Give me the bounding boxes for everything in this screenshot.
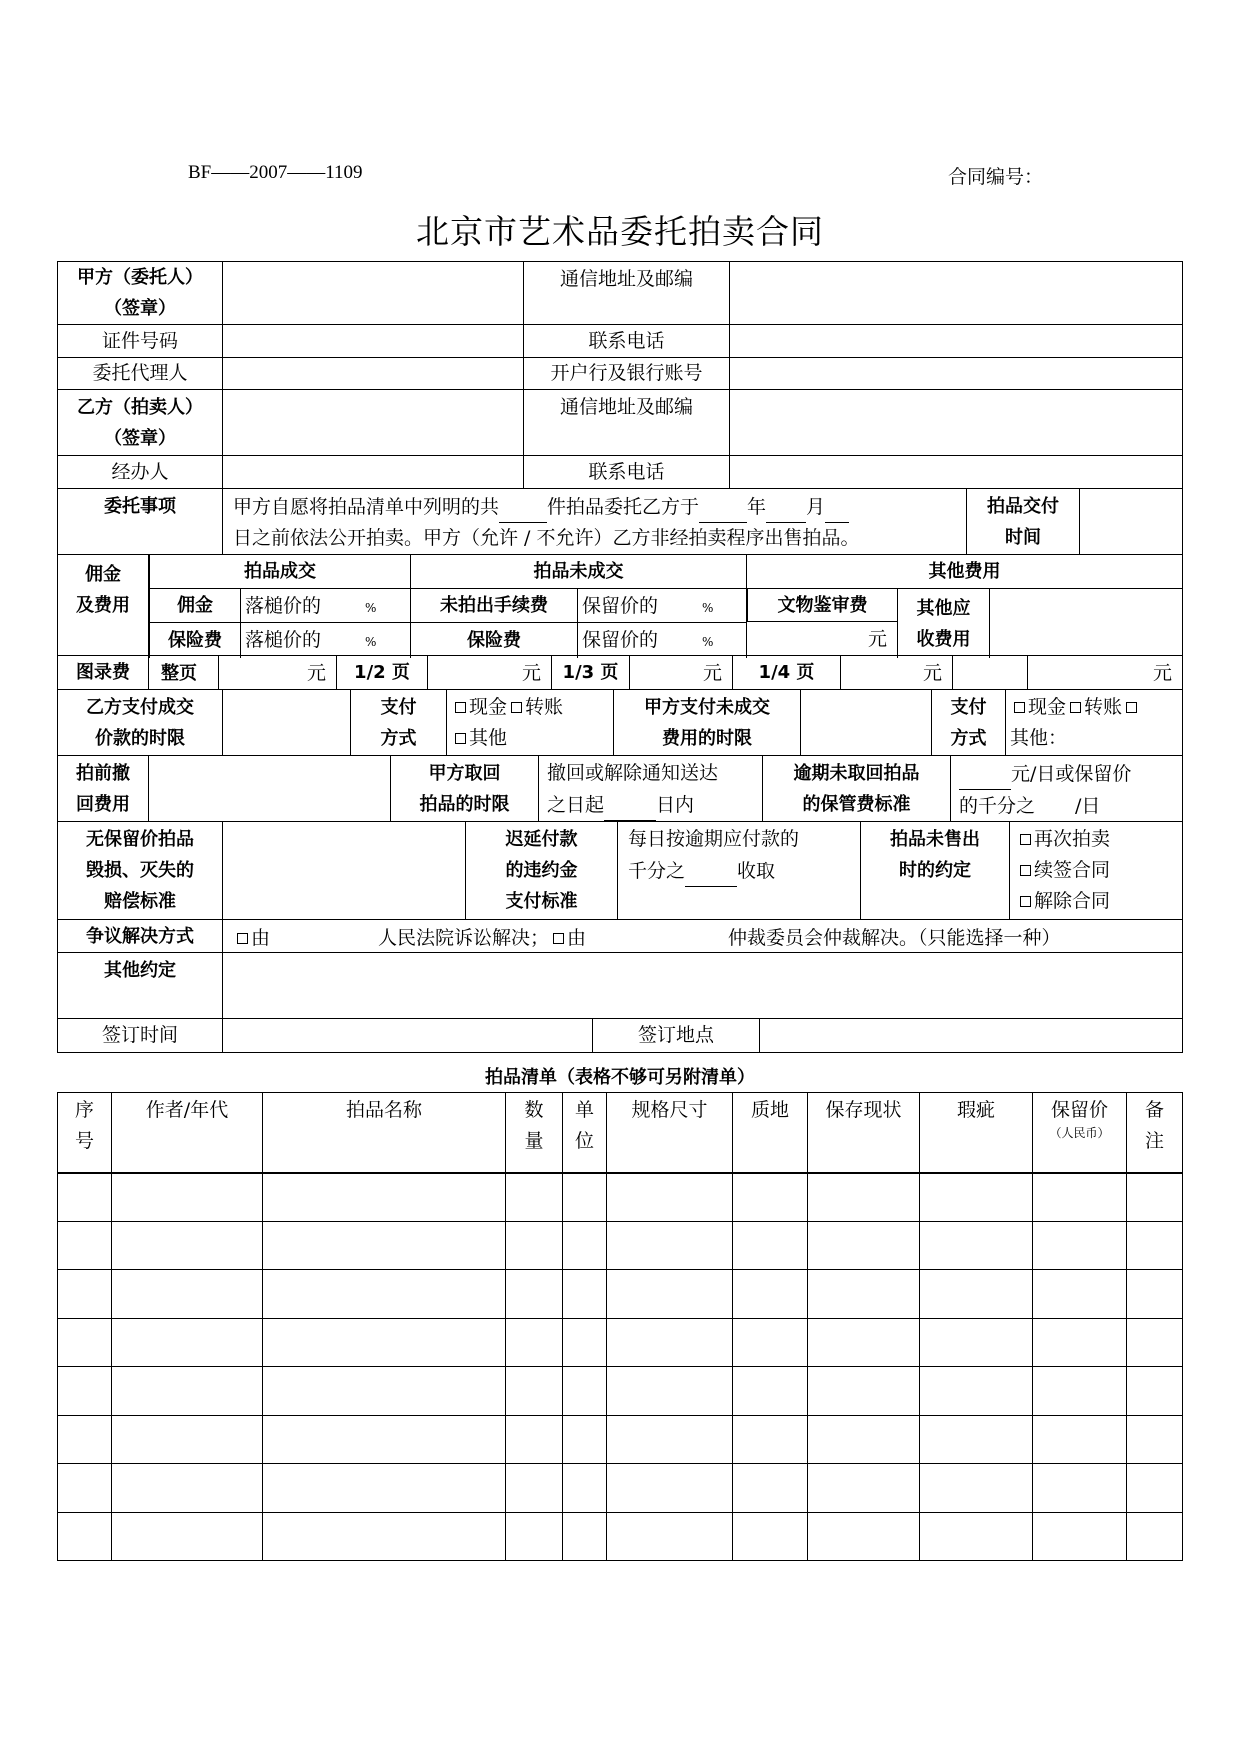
cell-condition[interactable] [808, 1513, 920, 1561]
header-note: 备 注 [1127, 1093, 1183, 1172]
pre-withdraw-fee-label: 拍前撤 回费用 [57, 756, 149, 821]
insurance-pct-field[interactable]: 落槌价的 % [241, 623, 411, 658]
dispute-label: 争议解决方式 [57, 920, 223, 952]
quarter-page-price[interactable]: 元 [841, 656, 953, 689]
cell-name[interactable] [263, 1367, 506, 1415]
transfer-checkbox-a[interactable] [1070, 702, 1081, 713]
other-terms-label: 其他约定 [57, 953, 223, 1018]
sold-header: 拍品成交 [149, 555, 411, 588]
a-payment-method-options: 现金 转账 其他： [1006, 690, 1183, 755]
table-row [57, 1222, 1183, 1271]
cell-qty[interactable] [506, 1416, 563, 1464]
cell-author[interactable] [112, 1367, 263, 1415]
cell-size[interactable] [607, 1270, 733, 1318]
cell-qty[interactable] [506, 1319, 563, 1367]
id-number-field[interactable] [223, 325, 524, 357]
cell-flaw[interactable] [920, 1367, 1033, 1415]
transfer-checkbox[interactable] [511, 702, 522, 713]
day-blank[interactable] [825, 491, 849, 523]
cell-condition[interactable] [808, 1367, 920, 1415]
handler-field[interactable] [223, 456, 524, 488]
storage-permille-blank[interactable] [1035, 790, 1075, 821]
appraisal-fee-label: 文物鉴审费 [747, 589, 897, 622]
table-row [57, 1319, 1183, 1368]
retrieve-deadline-text: 撤回或解除通知送达 之日起 日内 [539, 756, 763, 821]
late-permille-blank[interactable] [685, 855, 737, 887]
cell-condition[interactable] [808, 1222, 920, 1270]
party-b-phone-label: 联系电话 [524, 456, 730, 488]
other-receivable-label: 其他应 收费用 [898, 589, 990, 658]
commission-label: 佣金 [149, 589, 241, 622]
item-list-header-row [57, 1092, 1183, 1173]
cell-material[interactable] [733, 1416, 808, 1464]
party-b-row [57, 390, 1183, 456]
header-qty: 数 量 [506, 1093, 563, 1172]
cell-reserve[interactable] [1033, 1416, 1127, 1464]
cell-note[interactable] [1127, 1464, 1183, 1512]
cell-name[interactable] [263, 1174, 506, 1221]
cell-flaw[interactable] [920, 1270, 1033, 1318]
full-page-price[interactable]: 元 [219, 656, 337, 689]
third-page-label: 1/3 页 [552, 656, 630, 689]
catalog-label: 图录费 [57, 656, 149, 689]
cell-author[interactable] [112, 1416, 263, 1464]
court-checkbox[interactable] [237, 933, 248, 944]
cell-qty[interactable] [506, 1222, 563, 1270]
cell-material[interactable] [733, 1367, 808, 1415]
cell-note[interactable] [1127, 1319, 1183, 1367]
party-a-id-row [57, 325, 1183, 358]
cell-flaw[interactable] [920, 1416, 1033, 1464]
reauction-checkbox[interactable] [1020, 834, 1031, 845]
year-blank[interactable] [699, 491, 747, 523]
cell-author[interactable] [112, 1464, 263, 1512]
fees-row [57, 555, 1183, 656]
cell-unit[interactable] [563, 1319, 607, 1367]
cell-name[interactable] [263, 1513, 506, 1561]
cell-qty[interactable] [506, 1174, 563, 1221]
cell-reserve[interactable] [1033, 1222, 1127, 1270]
cell-note[interactable] [1127, 1416, 1183, 1464]
cell-seq[interactable] [57, 1319, 112, 1367]
party-b-phone-field[interactable] [730, 456, 1183, 488]
cell-author[interactable] [112, 1174, 263, 1221]
unsold-header: 拍品未成交 [411, 555, 747, 588]
half-page-price[interactable]: 元 [428, 656, 552, 689]
party-b-address-label: 通信地址及邮编 [524, 390, 730, 455]
header-size: 规格尺寸 [607, 1093, 733, 1172]
cell-unit[interactable] [563, 1367, 607, 1415]
cell-name[interactable] [263, 1222, 506, 1270]
cell-seq[interactable] [57, 1416, 112, 1464]
cell-size[interactable] [607, 1513, 733, 1561]
sign-row [57, 1019, 1183, 1053]
cell-qty[interactable] [506, 1513, 563, 1561]
cell-condition[interactable] [808, 1270, 920, 1318]
cell-condition[interactable] [808, 1416, 920, 1464]
entrust-label: 委托事项 [57, 489, 223, 554]
other-terms-row [57, 953, 1183, 1019]
other-terms-field[interactable] [223, 953, 1183, 1018]
sign-time-label: 签订时间 [57, 1019, 223, 1052]
cell-name[interactable] [263, 1319, 506, 1367]
cell-material[interactable] [733, 1513, 808, 1561]
header-reserve: 保留价 （人民币） [1033, 1093, 1127, 1172]
other-receivable-field[interactable] [990, 589, 1182, 658]
cell-reserve[interactable] [1033, 1513, 1127, 1561]
cell-seq[interactable] [57, 1270, 112, 1318]
unsold-insurance-pct-field[interactable]: 保留价的 % [578, 623, 747, 658]
party-a-name-field[interactable] [223, 262, 524, 324]
a-payment-deadline-field[interactable] [801, 690, 932, 755]
cell-flaw[interactable] [920, 1222, 1033, 1270]
cell-note[interactable] [1127, 1270, 1183, 1318]
unsold-options: 再次拍卖 续签合同 解除合同 [1010, 822, 1183, 919]
cell-material[interactable] [733, 1319, 808, 1367]
table-row [57, 1416, 1183, 1465]
party-a-label: 甲方（委托人） （签章） [57, 262, 223, 324]
delivery-time-field[interactable] [1080, 489, 1183, 554]
cell-author[interactable] [112, 1319, 263, 1367]
cell-unit[interactable] [563, 1513, 607, 1561]
month-blank[interactable] [766, 491, 806, 523]
header-name: 拍品名称 [263, 1093, 506, 1172]
handler-row [57, 456, 1183, 489]
dispute-row [57, 920, 1183, 953]
id-number-label: 证件号码 [57, 325, 223, 357]
extra-page-price[interactable]: 元 [1028, 656, 1183, 689]
cell-material[interactable] [733, 1174, 808, 1221]
cell-unit[interactable] [563, 1222, 607, 1270]
bank-account-label: 开户行及银行账号 [524, 358, 730, 389]
bank-account-field[interactable] [730, 358, 1183, 389]
a-payment-deadline-label: 甲方支付未成交 费用的时限 [614, 690, 801, 755]
third-page-price[interactable]: 元 [630, 656, 733, 689]
cell-size[interactable] [607, 1416, 733, 1464]
late-payment-text: 每日按逾期应付款的 千分之 收取 [618, 822, 861, 919]
cell-size[interactable] [607, 1319, 733, 1367]
sign-place-field[interactable] [760, 1019, 1183, 1052]
overdue-storage-text: 元/日或保留价 的千分之 /日 [951, 756, 1183, 821]
header-material: 质地 [733, 1093, 808, 1172]
cell-seq[interactable] [57, 1367, 112, 1415]
sign-place-label: 签订地点 [593, 1019, 760, 1052]
cell-unit[interactable] [563, 1174, 607, 1221]
cell-seq[interactable] [57, 1174, 112, 1221]
cell-note[interactable] [1127, 1513, 1183, 1561]
unsold-agreement-label: 拍品未售出 时的约定 [861, 822, 1010, 919]
cell-name[interactable] [263, 1416, 506, 1464]
cell-size[interactable] [607, 1174, 733, 1221]
party-a-phone-field[interactable] [730, 325, 1183, 357]
pre-withdraw-fee-field[interactable] [149, 756, 391, 821]
cell-author[interactable] [112, 1513, 263, 1561]
arbitration-name-blank[interactable] [586, 922, 728, 952]
cell-reserve[interactable] [1033, 1367, 1127, 1415]
unsold-insurance-label: 保险费 [411, 623, 578, 658]
storage-fee-blank[interactable] [959, 758, 1011, 790]
party-a-address-label: 通信地址及邮编 [524, 262, 730, 324]
appraisal-fee-field[interactable]: 元 [867, 628, 887, 650]
cell-unit[interactable] [563, 1464, 607, 1512]
cell-condition[interactable] [808, 1319, 920, 1367]
form-code: BF——2007——1109 [188, 162, 363, 183]
a-payment-method-label: 支付 方式 [932, 690, 1006, 755]
half-page-label: 1/2 页 [337, 656, 428, 689]
cash-checkbox-a[interactable] [1014, 702, 1025, 713]
contract-table [57, 261, 1183, 1053]
cell-material[interactable] [733, 1222, 808, 1270]
retrieve-deadline-label: 甲方取回 拍品的时限 [391, 756, 539, 821]
damage-row [57, 822, 1183, 920]
unsold-fee-pct-field[interactable]: 保留价的 % [578, 589, 747, 622]
header-author: 作者/年代 [112, 1093, 263, 1172]
delivery-time-label: 拍品交付 时间 [967, 489, 1080, 554]
party-b-address-field[interactable] [730, 390, 1183, 455]
b-payment-deadline-label: 乙方支付成交 价款的时限 [57, 690, 223, 755]
cell-size[interactable] [607, 1464, 733, 1512]
cell-seq[interactable] [57, 1513, 112, 1561]
cell-qty[interactable] [506, 1367, 563, 1415]
table-row [57, 1464, 1183, 1513]
b-payment-deadline-field[interactable] [223, 690, 351, 755]
cell-qty[interactable] [506, 1270, 563, 1318]
unsold-fee-label: 未拍出手续费 [411, 589, 578, 622]
cell-reserve[interactable] [1033, 1464, 1127, 1512]
header-condition: 保存现状 [808, 1093, 920, 1172]
cell-qty[interactable] [506, 1464, 563, 1512]
commission-pct-field[interactable]: 落槌价的 % [241, 589, 411, 622]
party-b-label: 乙方（拍卖人） （签章） [57, 390, 223, 455]
other-fees-header: 其他费用 [928, 561, 1001, 582]
cell-seq[interactable] [57, 1464, 112, 1512]
dispute-options: 由 人民法院诉讼解决； 由 仲裁委员会仲裁解决。（只能选择一种） [223, 920, 1183, 952]
page-title: 北京市艺术品委托拍卖合同 [416, 212, 824, 251]
header-flaw: 瑕疵 [920, 1093, 1033, 1172]
item-list-title: 拍品清单（表格不够可另附清单） [485, 1067, 755, 1088]
cell-material[interactable] [733, 1464, 808, 1512]
header-unit: 单 位 [563, 1093, 607, 1172]
cell-seq[interactable] [57, 1222, 112, 1270]
cell-unit[interactable] [563, 1270, 607, 1318]
cell-author[interactable] [112, 1270, 263, 1318]
terminate-contract-checkbox[interactable] [1020, 896, 1031, 907]
table-row [57, 1513, 1183, 1562]
renew-contract-checkbox[interactable] [1020, 865, 1031, 876]
no-reserve-compensation-label: 无保留价拍品 毁损、灭失的 赔偿标准 [57, 822, 223, 919]
full-page-label: 整页 [149, 656, 219, 689]
overdue-storage-label: 逾期未取回拍品 的保管费标准 [763, 756, 951, 821]
cell-size[interactable] [607, 1222, 733, 1270]
late-payment-label: 迟延付款 的违约金 支付标准 [466, 822, 618, 919]
agent-label: 委托代理人 [57, 358, 223, 389]
table-row [57, 1270, 1183, 1319]
retrieve-days-blank[interactable] [604, 789, 656, 821]
cell-note[interactable] [1127, 1367, 1183, 1415]
b-payment-method-label: 支付 方式 [351, 690, 447, 755]
cell-note[interactable] [1127, 1174, 1183, 1221]
insurance-label: 保险费 [149, 623, 241, 658]
cell-material[interactable] [733, 1270, 808, 1318]
cell-name[interactable] [263, 1464, 506, 1512]
cell-unit[interactable] [563, 1416, 607, 1464]
entrust-text: 甲方自愿将拍品清单中列明的共 件拍品委托乙方于 年 月 日之前依法公开拍卖。甲方（允许 / 不允许）乙方非经拍卖程序出售拍品。 [223, 489, 967, 554]
cell-name[interactable] [263, 1270, 506, 1318]
extra-page-label[interactable] [953, 656, 1028, 689]
agent-field[interactable] [223, 358, 524, 389]
contract-number-label: 合同编号： [948, 166, 1044, 188]
cell-note[interactable] [1127, 1222, 1183, 1270]
withdraw-row [57, 756, 1183, 822]
handler-label: 经办人 [57, 456, 223, 488]
other-checkbox[interactable] [455, 733, 466, 744]
other-checkbox-a[interactable] [1126, 702, 1137, 713]
party-a-row [57, 261, 1183, 325]
payment-row [57, 690, 1183, 756]
cell-reserve[interactable] [1033, 1174, 1127, 1221]
item-count-blank[interactable] [499, 491, 547, 523]
fees-label: 佣金 及费用 [57, 555, 149, 655]
no-reserve-compensation-field[interactable] [223, 822, 466, 919]
cell-reserve[interactable] [1033, 1270, 1127, 1318]
cell-flaw[interactable] [920, 1174, 1033, 1221]
cell-flaw[interactable] [920, 1319, 1033, 1367]
entrust-row [57, 489, 1183, 555]
cell-reserve[interactable] [1033, 1319, 1127, 1367]
quarter-page-label: 1/4 页 [733, 656, 841, 689]
cell-author[interactable] [112, 1222, 263, 1270]
catalog-row [57, 656, 1183, 690]
agent-row [57, 358, 1183, 390]
item-list-table [57, 1092, 1183, 1561]
arbitration-checkbox[interactable] [553, 933, 564, 944]
party-b-name-field[interactable] [223, 390, 524, 455]
cell-flaw[interactable] [920, 1513, 1033, 1561]
cell-condition[interactable] [808, 1174, 920, 1221]
cell-flaw[interactable] [920, 1464, 1033, 1512]
header-seq: 序 号 [57, 1093, 112, 1172]
cash-checkbox[interactable] [455, 702, 466, 713]
table-row [57, 1173, 1183, 1222]
cell-condition[interactable] [808, 1464, 920, 1512]
party-a-address-field[interactable] [730, 262, 1183, 324]
cell-size[interactable] [607, 1367, 733, 1415]
table-row [57, 1367, 1183, 1416]
party-a-phone-label: 联系电话 [524, 325, 730, 357]
b-payment-method-options: 现金 转账 其他 [447, 690, 614, 755]
court-name-blank[interactable] [270, 922, 378, 952]
sign-time-field[interactable] [223, 1019, 593, 1052]
